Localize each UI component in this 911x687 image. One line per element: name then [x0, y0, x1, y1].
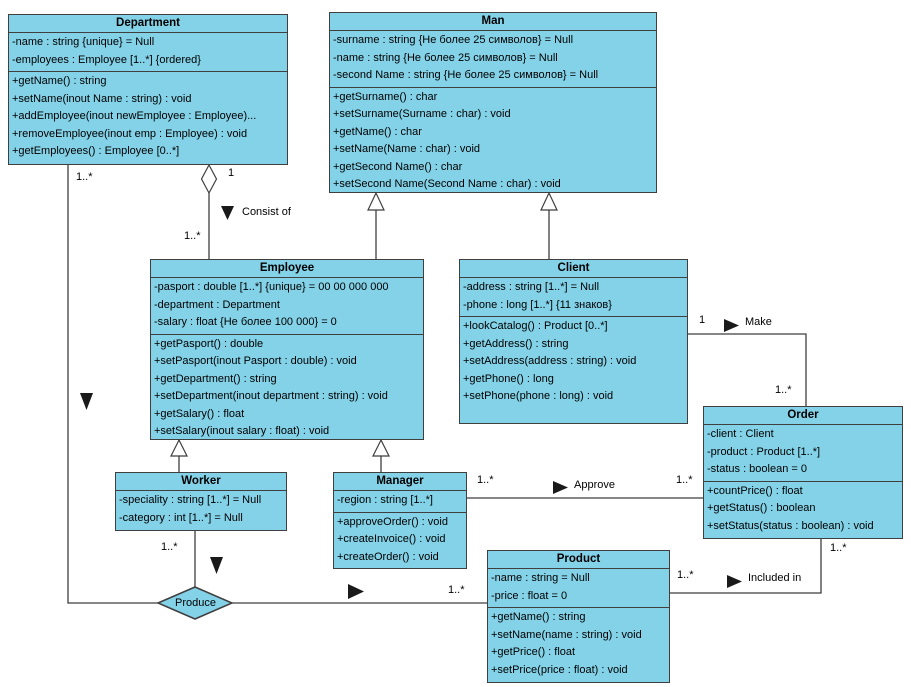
generalization-arrow-icon	[541, 193, 557, 210]
member-row: +lookCatalog() : Product [0..*]	[463, 320, 608, 332]
generalization-arrow-icon	[368, 193, 384, 210]
generalization-employee-man[interactable]	[368, 193, 384, 259]
generalization-worker-employee[interactable]	[171, 440, 187, 472]
member-row: +setPasport(inout Pasport : double) : void	[154, 355, 357, 367]
multiplicity-worker-produce: 1..*	[161, 541, 178, 553]
produce-product-direction-right-icon	[348, 584, 364, 599]
member-row: -speciality : string [1..*] = Null	[119, 494, 262, 506]
member-row: -surname : string {Не более 25 символов} = Null	[333, 34, 574, 46]
member-row: -address : string [1..*] = Null	[463, 281, 600, 293]
member-row: -client : Client	[707, 428, 774, 440]
member-row: +approveOrder() : void	[337, 515, 448, 528]
member-row: +setSecond Name(Second Name : char) : void	[333, 178, 561, 190]
member-row: +getSurname() : char	[333, 90, 438, 103]
make-direction-right-icon	[724, 319, 739, 332]
generalization-manager-employee[interactable]	[373, 440, 389, 472]
association-department-produce[interactable]	[68, 165, 158, 603]
aggregation-department-employee[interactable]	[202, 165, 217, 259]
consist-of-direction-down-icon	[221, 206, 234, 220]
class-operations	[704, 482, 902, 539]
member-row: +setName(Name : char) : void	[333, 143, 481, 155]
member-row: +addEmployee(inout newEmployee : Employee)...	[12, 110, 257, 122]
member-row: +getPrice() : float	[491, 646, 576, 658]
class-operations	[488, 608, 669, 682]
member-row: +getStatus() : boolean	[707, 502, 816, 514]
class-attributes	[704, 425, 902, 482]
association-name-included-in: Included in	[748, 572, 802, 584]
class-title: Worker	[116, 473, 286, 491]
member-row: +getDepartment() : string	[154, 372, 277, 385]
member-row: -region : string [1..*]	[337, 494, 433, 506]
aggregation-diamond-icon	[202, 165, 217, 193]
member-row: -department : Department	[154, 298, 280, 311]
member-row: -second Name : string {Не более 25 символов} = Null	[333, 69, 599, 81]
class-operations	[9, 72, 287, 164]
member-row: +setPrice(price : float) : void	[491, 663, 628, 676]
class-client[interactable]	[459, 259, 688, 424]
member-row: +setStatus(status : boolean) : void	[707, 519, 874, 532]
class-man[interactable]	[329, 12, 657, 193]
generalization-arrow-icon	[373, 440, 389, 456]
member-row: +getName() : string	[12, 75, 107, 87]
class-title: Manager	[334, 473, 466, 491]
association-name-consist-of: Consist of	[242, 206, 291, 218]
member-row: +getAddress() : string	[463, 337, 569, 350]
class-attributes	[330, 31, 656, 88]
member-row: -category : int [1..*] = Null	[119, 511, 243, 524]
member-row: +countPrice() : float	[707, 484, 803, 497]
member-row: +setName(inout Name : string) : void	[12, 92, 192, 105]
member-row: +removeEmployee(inout emp : Employee) : void	[12, 127, 248, 140]
class-department[interactable]	[8, 14, 288, 165]
class-title: Client	[460, 260, 687, 278]
class-title: Department	[9, 15, 287, 33]
class-title: Man	[330, 13, 656, 31]
member-row: -name : string {unique} = Null	[12, 36, 155, 48]
generalization-client-man[interactable]	[541, 193, 557, 259]
member-row: +getSalary() : float	[154, 407, 245, 420]
multiplicity-make-client: 1	[699, 314, 706, 326]
multiplicity-approve-manager: 1..*	[477, 474, 494, 486]
class-operations	[334, 513, 466, 569]
member-row: +getName() : string	[491, 611, 586, 623]
member-row: -salary : float {Не более 100 000} = 0	[154, 316, 337, 328]
member-row: -phone : long [1..*] {11 знаков}	[463, 298, 612, 311]
member-row: -product : Product [1..*]	[707, 445, 821, 458]
association-name-make: Make	[745, 316, 772, 328]
class-operations	[330, 88, 656, 194]
class-operations	[151, 335, 423, 441]
class-title: Employee	[151, 260, 423, 278]
member-row: -employees : Employee [1..*] {ordered}	[12, 53, 201, 66]
class-manager[interactable]	[333, 472, 467, 569]
member-row: +setPhone(phone : long) : void	[463, 390, 614, 402]
member-row: +getEmployees() : Employee [0..*]	[12, 145, 180, 157]
member-row: +setSurname(Surname : char) : void	[333, 108, 511, 120]
member-row: +createInvoice() : void	[337, 533, 446, 545]
multiplicity-included-in-product: 1..*	[677, 569, 694, 581]
association-name-approve: Approve	[574, 479, 615, 491]
class-title: Product	[488, 551, 669, 569]
multiplicity-produce-product: 1..*	[448, 584, 465, 596]
class-order[interactable]	[703, 406, 903, 539]
member-row: +getSecond Name() : char	[333, 160, 463, 173]
member-row: -pasport : double [1..*] {unique} = 00 00 000 000	[154, 281, 389, 293]
class-attributes	[460, 278, 687, 317]
multiplicity-included-in-order: 1..*	[830, 542, 847, 554]
member-row: +setAddress(address : string) : void	[463, 355, 637, 367]
member-row: -name : string = Null	[491, 572, 590, 584]
member-row: +createOrder() : void	[337, 550, 439, 563]
class-operations	[460, 317, 687, 423]
generalization-arrow-icon	[171, 440, 187, 456]
class-worker[interactable]	[115, 472, 287, 531]
member-row: +getPasport() : double	[154, 337, 264, 350]
multiplicity-department-produce: 1..*	[76, 171, 93, 183]
approve-direction-right-icon	[553, 481, 568, 494]
member-row: +setName(name : string) : void	[491, 628, 642, 641]
worker-produce-direction-down-icon	[210, 557, 223, 574]
class-title: Order	[704, 407, 902, 425]
association-name-produce: Produce	[175, 597, 216, 609]
class-attributes	[116, 491, 286, 530]
class-attributes	[488, 569, 669, 608]
class-employee[interactable]	[150, 259, 424, 440]
included-in-direction-right-icon	[727, 575, 742, 588]
member-row: +getName() : char	[333, 125, 422, 138]
multiplicity-consist-of-part: 1..*	[184, 230, 201, 242]
class-attributes	[9, 33, 287, 72]
member-row: +setDepartment(inout department : string) : void	[154, 390, 388, 402]
class-attributes	[151, 278, 423, 335]
member-row: +setSalary(inout salary : float) : void	[154, 425, 330, 437]
multiplicity-consist-of-whole: 1	[228, 167, 235, 179]
multiplicity-approve-order: 1..*	[676, 474, 693, 486]
department-produce-direction-down-icon	[80, 393, 93, 410]
member-row: -name : string {Не более 25 символов} = Null	[333, 51, 558, 64]
member-row: -status : boolean = 0	[707, 463, 807, 475]
member-row: +getPhone() : long	[463, 372, 554, 385]
class-product[interactable]	[487, 550, 670, 683]
member-row: -price : float = 0	[491, 589, 568, 602]
multiplicity-make-order: 1..*	[775, 384, 792, 396]
class-attributes	[334, 491, 466, 513]
